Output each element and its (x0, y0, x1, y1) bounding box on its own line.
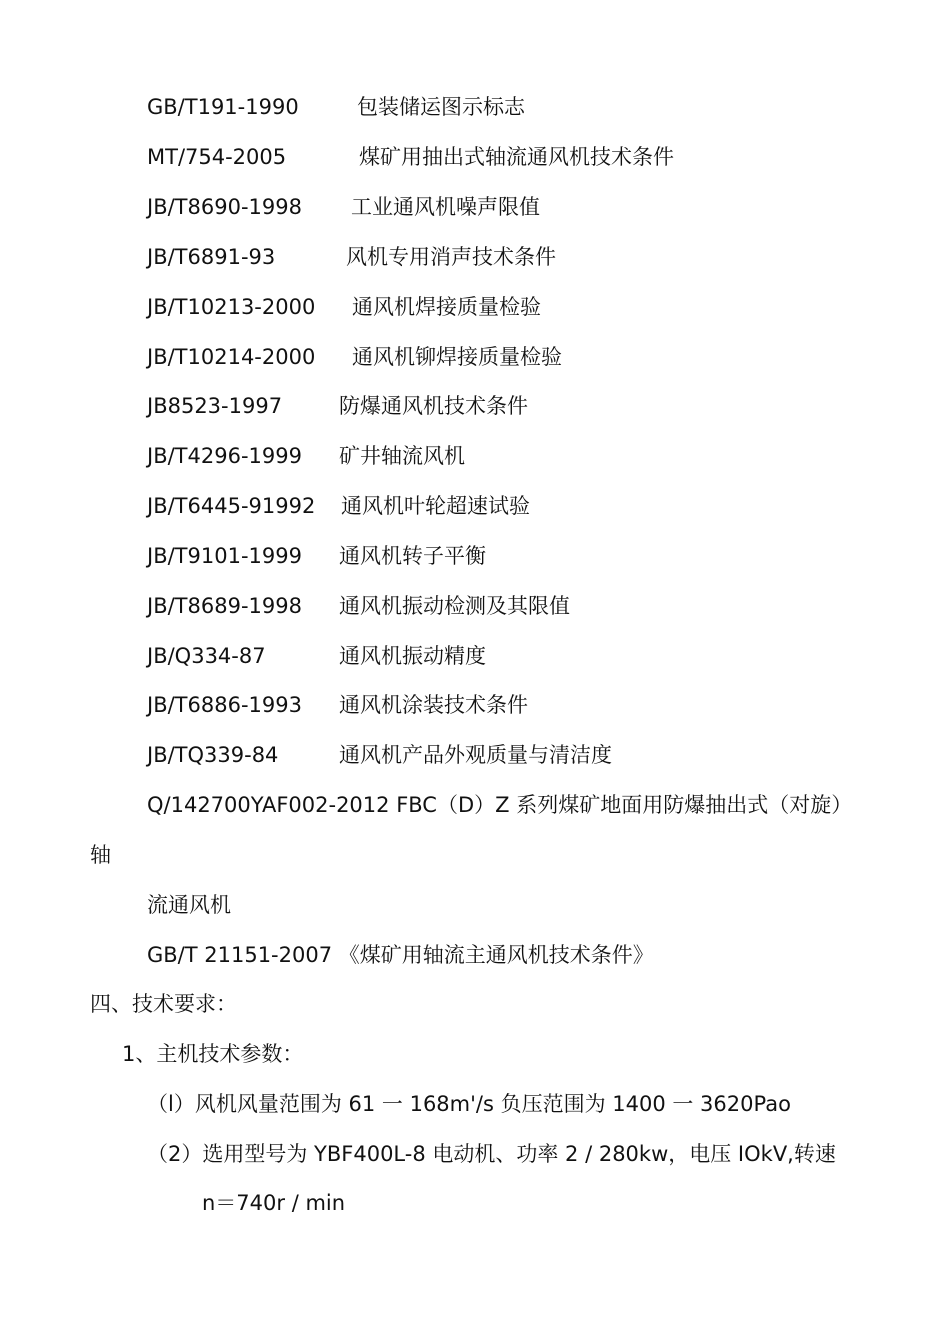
standard-title: 通风机振动精度 (339, 644, 486, 668)
standard-title: 通风机转子平衡 (339, 544, 486, 568)
standard-code: JB/T8690-1998 (147, 195, 302, 219)
standard-code: JB/T6445-91992 (147, 494, 316, 518)
standard-title: 通风机涂装技术条件 (339, 693, 528, 717)
param-line-2-cont: n＝740r / min (202, 1191, 346, 1215)
standard-title: 通风机振动检测及其限值 (339, 594, 570, 618)
standard-title: 通风机铆焊接质量检验 (352, 345, 562, 369)
standard-code: JB/T6891-93 (147, 245, 276, 269)
standard-title: 通风机焊接质量检验 (352, 295, 541, 319)
standard-title: 通风机产品外观质量与清洁度 (339, 743, 612, 767)
standard-title: 煤矿用抽出式轴流通风机技术条件 (359, 145, 674, 169)
standard-code: JB/T4296-1999 (147, 444, 302, 468)
standard-title: 工业通风机噪声限值 (351, 195, 540, 219)
param-line-2: （2）选用型号为 YBF400L-8 电动机、功率 2 / 280kw，电压 IOkV,转速 (147, 1142, 836, 1166)
standard-title: 防爆通风机技术条件 (339, 394, 528, 418)
standard-code: JB/T6886-1993 (147, 693, 302, 717)
gbt-standard-line: GB/T 21151-2007 《煤矿用轴流主通风机技术条件》 (147, 943, 654, 967)
param-line-1: （l）风机风量范围为 61 一 168m'/s 负压范围为 1400 一 3620Pao (147, 1092, 791, 1116)
standard-title: 包装储运图示标志 (357, 95, 525, 119)
standard-code: GB/T191-1990 (147, 95, 299, 119)
standard-code: JB/T10213-2000 (147, 295, 316, 319)
q-standard-line2: 轴 (90, 843, 111, 867)
subsection-heading: 1、主机技术参数： (122, 1042, 304, 1066)
section-heading: 四、技术要求： (90, 992, 237, 1016)
standard-code: JB/T8689-1998 (147, 594, 302, 618)
standard-code: JB/T9101-1999 (147, 544, 302, 568)
standard-code: JB8523-1997 (147, 394, 283, 418)
q-standard-line1: Q/142700YAF002-2012 FBC（D）Z 系列煤矿地面用防爆抽出式（对旋） (147, 793, 853, 817)
q-standard-line3: 流通风机 (147, 893, 231, 917)
standard-title: 风机专用消声技术条件 (346, 245, 556, 269)
standard-code: MT/754-2005 (147, 145, 287, 169)
standard-code: JB/T10214-2000 (147, 345, 316, 369)
standard-title: 矿井轴流风机 (339, 444, 465, 468)
standard-code: JB/TQ339-84 (147, 743, 279, 767)
standard-title: 通风机叶轮超速试验 (341, 494, 530, 518)
standard-code: JB/Q334-87 (147, 644, 266, 668)
